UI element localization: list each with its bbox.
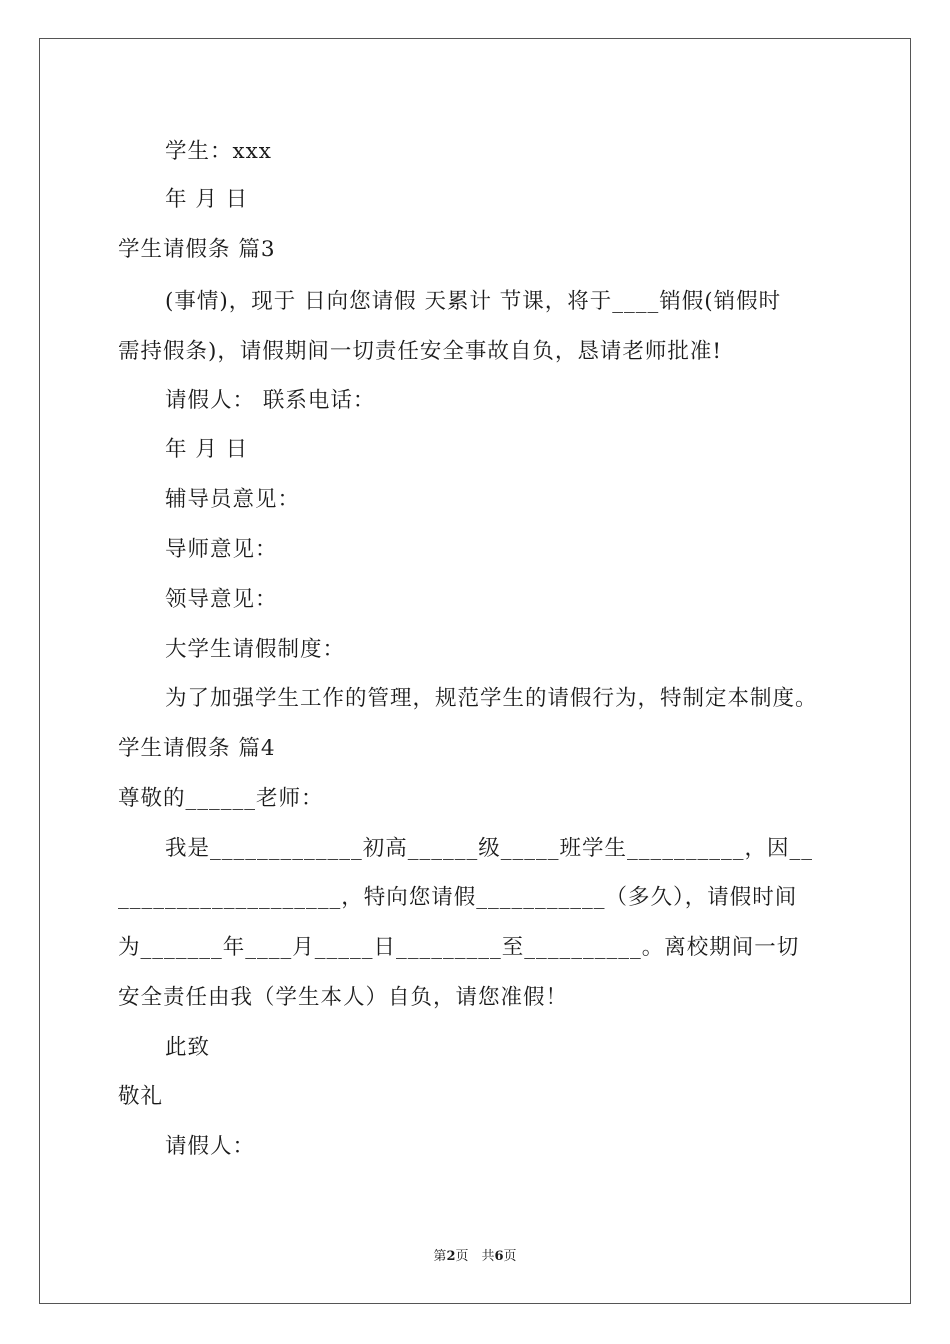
regards-line: 敬礼 — [118, 1084, 164, 1109]
leader-opinion: 领导意见： — [165, 587, 278, 612]
closing-line: 此致 — [165, 1035, 211, 1060]
page-total: 6 — [494, 1249, 504, 1264]
paragraph-line: 为_______年____月_____日_________至__________。离校期间一切 — [118, 935, 800, 960]
page-border — [39, 38, 911, 1304]
date-line: 年 月 日 — [165, 187, 249, 212]
paragraph-line: ___________________，特向您请假___________（多久），请假时间 — [118, 885, 798, 910]
page-prefix: 第 — [433, 1249, 447, 1264]
paragraph-line: (事情)，现于 日向您请假 天累计 节课，将于____销假(销假时 — [165, 289, 782, 314]
salutation: 尊敬的______老师： — [118, 786, 324, 811]
paragraph-line: 需持假条)，请假期间一切责任安全事故自负，恳请老师批准! — [118, 339, 723, 364]
section-heading-4: 学生请假条 篇4 — [118, 736, 276, 761]
applicant-contact-line: 请假人： 联系电话： — [165, 388, 376, 413]
advisor-opinion: 导师意见： — [165, 537, 278, 562]
student-signature: 学生：xxx — [165, 139, 272, 164]
section-heading-3: 学生请假条 篇3 — [118, 237, 276, 262]
applicant-signature: 请假人： — [165, 1134, 256, 1159]
paragraph-line: 我是_____________初高______级_____班学生__________，因__ — [165, 836, 814, 861]
counselor-opinion: 辅导员意见： — [165, 487, 301, 512]
page-mid: 页 共 — [455, 1249, 495, 1264]
paragraph-line: 安全责任由我（学生本人）自负，请您准假！ — [118, 985, 569, 1010]
policy-paragraph: 为了加强学生工作的管理，规范学生的请假行为，特制定本制度。 — [165, 686, 818, 711]
date-line: 年 月 日 — [165, 437, 249, 462]
page-current: 2 — [446, 1249, 456, 1264]
page-suffix: 页 — [503, 1249, 517, 1264]
page-footer — [0, 1248, 950, 1266]
policy-heading: 大学生请假制度： — [165, 637, 346, 662]
